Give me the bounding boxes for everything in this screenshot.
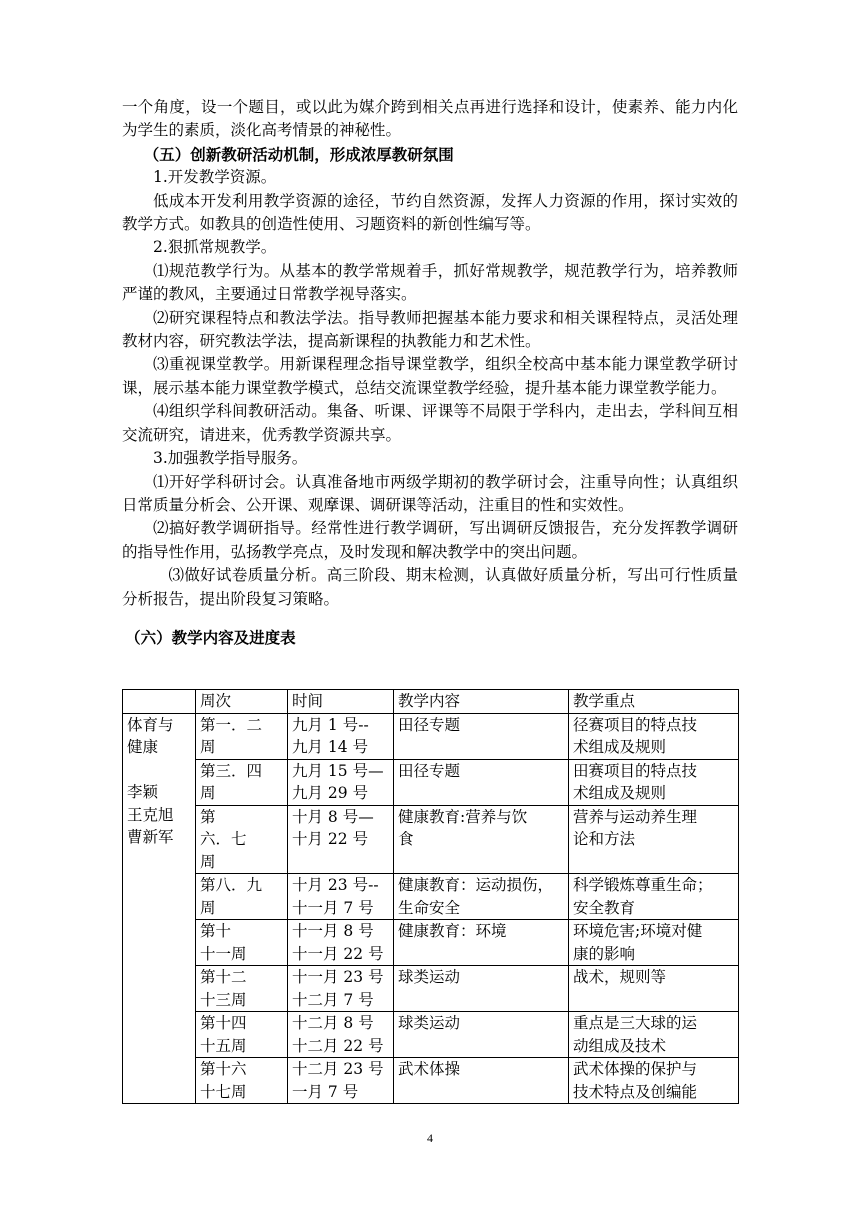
week-text: 第十 十一周 [200,922,247,963]
schedule-table [122,689,739,1104]
item1-text: 低成本开发利用教学资源的途径，节约自然资源，发挥人力资源的作用，探讨实效的教学方式。如教具的创造性使用、习题资料的新创性编写等。 [122,191,738,234]
table-header-cell: 教学内容 [394,690,569,714]
content-text: 健康教育:营养与饮 食 [398,807,528,848]
cell-focus [569,920,739,966]
focus-text: 重点是三大球的运 动组成及技术 [573,1014,698,1055]
item1-title: 1.开发教学资源。 [153,168,277,187]
cell-content [394,1058,569,1104]
focus-text: 环境危害;环境对健 康的影响 [573,922,703,963]
content-text: 田径专题 [398,761,461,780]
table-row [123,759,739,805]
time-text: 九月 1 号-- 九月 14 号 [292,715,369,756]
paragraph-continued: 一个角度，设一个题目，或以此为媒介跨到相关点再进行选择和设计，使素养、能力内化为学生的素质，淡化高考情景的神秘性。 [122,98,738,140]
week-text: 第十二 十三周 [200,968,247,1009]
table-row [123,1058,739,1104]
table-header-cell: 周次 [196,690,288,714]
cell-focus [569,966,739,1012]
cell-week [196,966,288,1012]
focus-text: 战术，规则等 [573,968,667,986]
item3-3: ⑶做好试卷质量分析。高三阶段、期末检测，认真做好质量分析，写出可行性质量分析报告，提出阶段复习策略。 [122,566,738,608]
cell-focus [569,805,739,874]
focus-text: 武术体操的保护与 技术特点及创编能 [573,1060,698,1101]
item3-title: 3.加强教学指导服务。 [153,449,308,468]
week-text: 第一．二 周 [200,715,263,756]
item2-3: ⑶重视课堂教学。用新课程理念指导课堂教学，组织全校高中基本能力课堂教学研讨课，展示基本能力课堂教学模式，总结交流课堂教学经验，提升基本能力课堂教学能力。 [122,355,738,397]
item2-title: 2.狠抓常规教学。 [153,238,277,257]
section-heading-6: （六）教学内容及进度表 [125,627,296,647]
cell-focus [569,713,739,759]
focus-text: 科学锻炼尊重生命； 安全教育 [573,876,713,917]
cell-week [196,1012,288,1058]
item3-1: ⑴开好学科研讨会。认真准备地市两级学期初的教学研讨会，注重导向性；认真组织日常质量分析会、公开课、观摩课、调研课等活动，注重目的性和实效性。 [122,472,738,514]
cell-time [288,920,394,966]
table-header-cell: 时间 [288,690,394,714]
subject-text: 体育与 健康 李颖 王克旭 曹新军 [127,715,174,846]
cell-time [288,805,394,874]
table-row [123,920,739,966]
focus-text: 营养与运动养生理 论和方法 [573,807,698,848]
content-text: 健康教育：运动损伤， 生命安全 [398,876,554,917]
focus-text: 径赛项目的特点技 术组成及规则 [573,715,698,756]
table-row [123,713,739,759]
table-row [123,966,739,1012]
cell-time [288,759,394,805]
week-text: 第八．九 周 [200,876,263,917]
time-text: 十二月 8 号 十二月 22 号 [292,1014,384,1055]
content-text: 球类运动 [398,1014,461,1032]
item3-2: ⑵搞好教学调研指导。经常性进行教学调研，写出调研反馈报告，充分发挥教学调研的指导性作用，弘扬教学亮点，及时发现和解决教学中的突出问题。 [122,519,738,561]
table-header-cell [123,690,196,714]
cell-content [394,966,569,1012]
cell-week [196,1058,288,1104]
cell-time [288,874,394,920]
table-row [123,874,739,920]
time-text: 十月 8 号— 十月 22 号 [292,807,374,848]
cell-time [288,1012,394,1058]
item2-4: ⑷组织学科间教研活动。集备、听课、评课等不局限于学科内，走出去，学科间互相交流研究，请进来，优秀教学资源共享。 [122,402,738,444]
cell-time [288,713,394,759]
content-text: 田径专题 [398,715,461,734]
cell-content [394,759,569,805]
cell-focus [569,759,739,805]
cell-content [394,1012,569,1058]
page-number: 4 [427,1131,433,1145]
cell-week [196,805,288,874]
table-header-cell: 教学重点 [569,690,739,714]
time-text: 十二月 23 号 一月 7 号 [292,1060,384,1101]
table-header-row [123,690,739,714]
document-body [122,96,738,649]
cell-week [196,759,288,805]
cell-focus [569,1012,739,1058]
content-text: 健康教育：环境 [398,922,507,940]
time-text: 十月 23 号-- 十一月 7 号 [292,876,379,917]
week-text: 第十六 十七周 [200,1060,247,1101]
item2-1: ⑴规范教学行为。从基本的教学常规着手，抓好常规教学，规范教学行为，培养教师严谨的教风，主要通过日常教学视导落实。 [122,261,738,304]
subject-cell [123,713,196,1104]
focus-text: 田赛项目的特点技 术组成及规则 [573,761,698,802]
content-text: 球类运动 [398,968,461,986]
table-row [123,805,739,874]
cell-content [394,713,569,759]
cell-content [394,920,569,966]
cell-week [196,874,288,920]
cell-focus [569,1058,739,1104]
content-text: 武术体操 [398,1060,461,1078]
time-text: 十一月 8 号 十一月 22 号 [292,922,384,963]
cell-week [196,920,288,966]
section-heading-5: （五）创新教研活动机制，形成浓厚教研氛围 [143,144,454,164]
cell-week [196,713,288,759]
week-text: 第 六．七 周 [200,807,247,871]
cell-focus [569,874,739,920]
cell-time [288,1058,394,1104]
table-row [123,1012,739,1058]
time-text: 十一月 23 号 十二月 7 号 [292,968,384,1009]
cell-content [394,805,569,874]
week-text: 第十四 十五周 [200,1014,247,1055]
time-text: 九月 15 号— 九月 29 号 [292,761,384,802]
cell-content [394,874,569,920]
week-text: 第三．四 周 [200,761,263,802]
cell-time [288,966,394,1012]
item2-2: ⑵研究课程特点和教法学法。指导教师把握基本能力要求和相关课程特点，灵活处理教材内容，研究教法学法，提高新课程的执教能力和艺术性。 [122,308,738,351]
